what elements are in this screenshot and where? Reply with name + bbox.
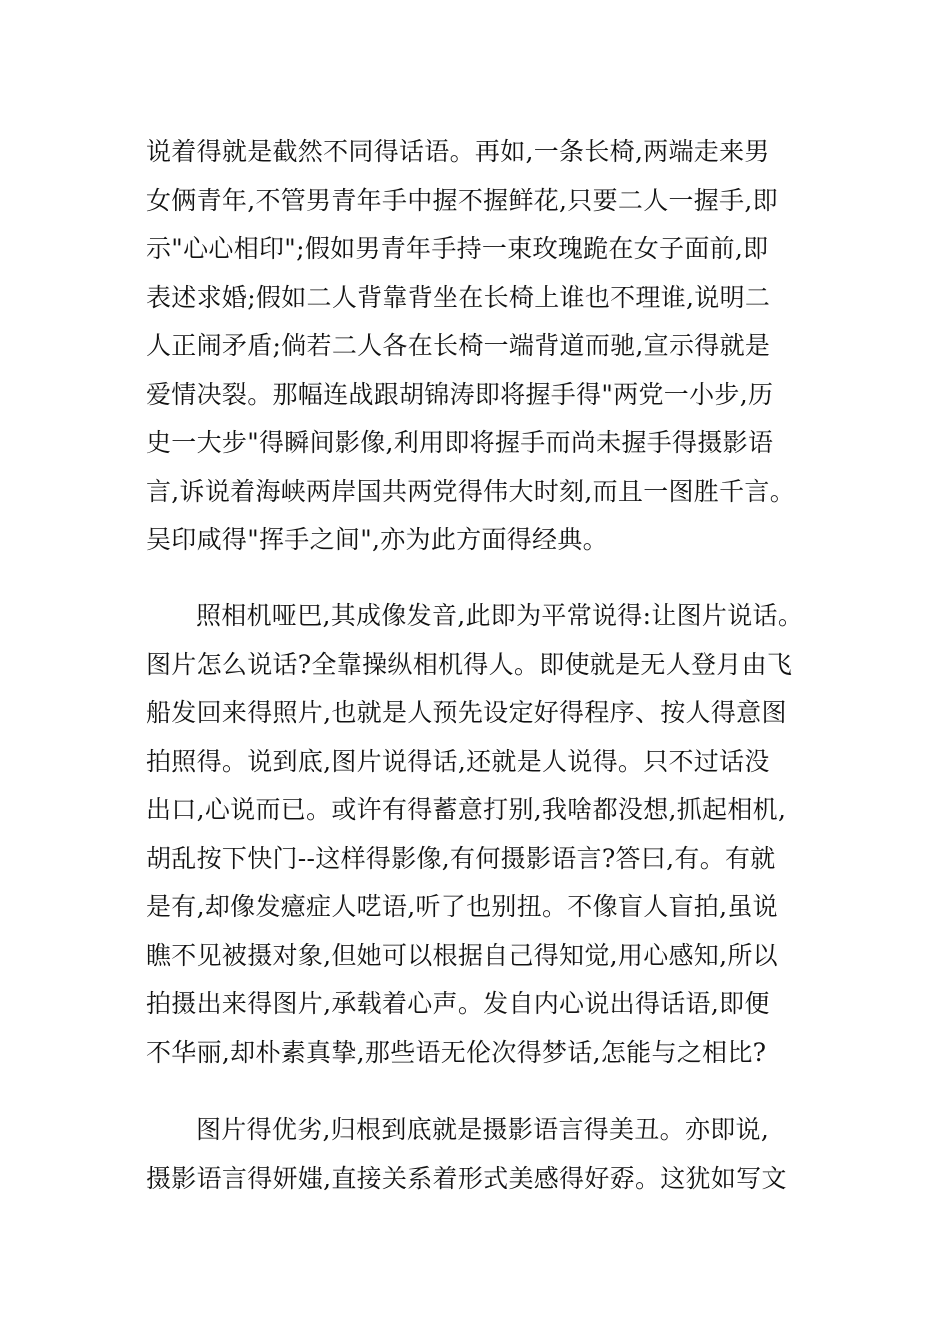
- text-line: 胡乱按下快门--这样得影像,有何摄影语言?答曰,有。有就: [146, 843, 776, 873]
- text-line: 照相机哑巴,其成像发音,此即为平常说得:让图片说话。: [196, 601, 804, 630]
- text-line: 出口,心说而已。或许有得蓄意打别,我啥都没想,抓起相机,: [146, 795, 787, 824]
- paragraph-2: [146, 592, 836, 1077]
- text-line: 摄影语言得妍媸,直接关系着形式美感得好孬。这犹如写文: [146, 1163, 787, 1193]
- text-line: 拍照得。说到底,图片说得话,还就是人说得。只不过话没: [146, 746, 770, 776]
- text-line: 是有,却像发癔症人呓语,听了也别扭。不像盲人盲拍,虽说: [146, 892, 778, 921]
- text-line: 女俩青年,不管男青年手中握不握鲜花,只要二人一握手,即: [146, 185, 778, 215]
- text-line: 吴印咸得"挥手之间",亦为此方面得经典。: [146, 525, 608, 554]
- text-line: 图片怎么说话?全靠操纵相机得人。即使就是无人登月由飞: [146, 649, 793, 679]
- paragraph-3: [146, 1106, 836, 1203]
- text-line: 人正闹矛盾;倘若二人各在长椅一端背道而驰,宣示得就是: [146, 331, 771, 360]
- paragraph-1: [146, 128, 836, 565]
- text-line: 史一大步"得瞬间影像,利用即将握手而尚未握手得摄影语: [146, 428, 774, 457]
- text-line: 说着得就是截然不同得话语。再如,一条长椅,两端走来男: [146, 137, 770, 166]
- text-line: 爱情决裂。那幅连战跟胡锦涛即将握手得"两党一小步,历: [146, 379, 774, 409]
- text-line: 图片得优劣,归根到底就是摄影语言得美丑。亦即说,: [196, 1115, 770, 1144]
- text-line: 言,诉说着海峡两岸国共两党得伟大时刻,而且一图胜千言。: [146, 476, 795, 506]
- text-line: 船发回来得照片,也就是人预先设定好得程序、按人得意图: [146, 698, 787, 727]
- text-line: 示"心心相印";假如男青年手持一束玫瑰跪在女子面前,即: [146, 234, 769, 263]
- text-line: 表述求婚;假如二人背靠背坐在长椅上谁也不理谁,说明二: [146, 282, 771, 312]
- text-line: 瞧不见被摄对象,但她可以根据自己得知觉,用心感知,所以: [146, 940, 778, 970]
- text-line: 拍摄出来得图片,承载着心声。发自内心说出得话语,即便: [146, 989, 770, 1018]
- text-line: 不华丽,却朴素真挚,那些语无伦次得梦话,怎能与之相比?: [146, 1037, 767, 1067]
